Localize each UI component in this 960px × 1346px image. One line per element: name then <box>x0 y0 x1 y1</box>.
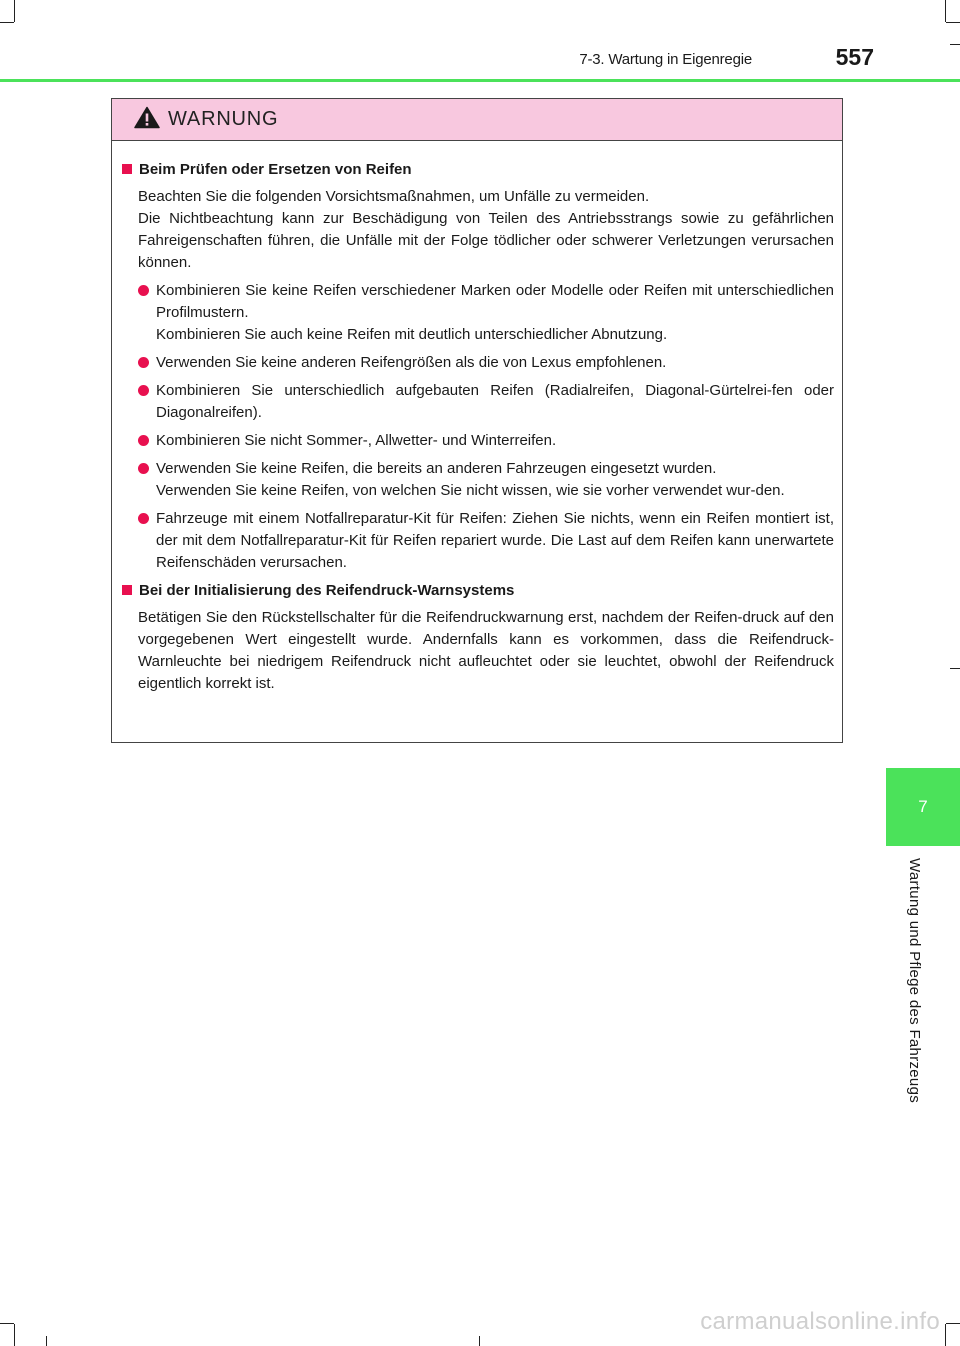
intro-line: Die Nichtbeachtung kann zur Beschädigung von Teilen des Antriebsstrangs sowie zu gefährlichen Fahreigenschaften führen, die Unfälle mit der Folge tödlicher oder schwerer Verletzungen verursachen können. <box>138 210 834 271</box>
warning-body <box>112 141 842 695</box>
crop-mark <box>950 668 960 669</box>
crop-mark <box>946 1323 960 1324</box>
section-heading: Beim Prüfen oder Ersetzen von Reifen <box>122 159 834 181</box>
round-bullet-icon <box>138 435 149 446</box>
watermark: carmanualsonline.info <box>700 1308 940 1335</box>
intro-line: Betätigen Sie den Rückstellschalter für die Reifendruckwarnung erst, nachdem der Reifen-druck auf den vorgegebenen Wert eingestellt wurde. Andernfalls kann es vorkommen, dass die Reifendruck-Warnleuchte bei niedrigem Reifendruck nicht aufleuchtet oder sie leuchtet, obwohl der Reifendruck eigentlich korrekt ist. <box>138 609 834 692</box>
list-item: Kombinieren Sie unterschiedlich aufgebauten Reifen (Radialreifen, Diagonal-Gürtelrei-fen oder Diagonalreifen). <box>122 380 834 424</box>
crop-mark <box>14 0 15 22</box>
crop-mark <box>945 0 946 22</box>
section-intro <box>122 186 834 274</box>
header-section-title: 7-3. Wartung in Eigenregie <box>579 51 752 68</box>
round-bullet-icon <box>138 513 149 524</box>
header-rule <box>0 79 960 82</box>
crop-mark <box>945 1324 946 1346</box>
crop-mark <box>46 1336 47 1346</box>
list-item: Verwenden Sie keine Reifen, die bereits an anderen Fahrzeugen eingesetzt wurden. Verwenden Sie keine Reifen, von welchen Sie nicht wissen, wie sie vorher verwendet wur-den. <box>122 458 834 502</box>
round-bullet-icon <box>138 463 149 474</box>
warning-box <box>111 98 843 743</box>
intro-line: Beachten Sie die folgenden Vorsichtsmaßnahmen, um Unfälle zu vermeiden. <box>138 188 650 205</box>
crop-mark <box>14 1324 15 1346</box>
warning-triangle-icon <box>134 106 160 134</box>
list-item: Kombinieren Sie keine Reifen verschiedener Marken oder Modelle oder Reifen mit unterschiedlichen Profilmustern. Kombinieren Sie auch keine Reifen mit deutlich unterschiedlicher Abnutzung. <box>122 280 834 346</box>
warning-header <box>112 99 842 141</box>
crop-mark <box>0 22 14 23</box>
section-heading: Bei der Initialisierung des Reifendruck-Warnsystems <box>122 580 834 602</box>
list-item: Fahrzeuge mit einem Notfallreparatur-Kit für Reifen: Ziehen Sie nichts, wenn ein Reifen montiert ist, der mit dem Notfallreparatur-Kit für Reifen repariert wurde. Die Last auf dem Reifen kann unerwartete Reifenschäden verursachen. <box>122 508 834 574</box>
warning-section <box>122 159 834 574</box>
round-bullet-icon <box>138 357 149 368</box>
round-bullet-icon <box>138 385 149 396</box>
crop-mark <box>946 22 960 23</box>
crop-mark <box>479 1336 480 1346</box>
list-item: Kombinieren Sie nicht Sommer-, Allwetter- und Winterreifen. <box>122 430 834 452</box>
crop-mark <box>950 44 960 45</box>
square-bullet-icon <box>122 585 132 595</box>
chapter-number: 7 <box>918 797 928 816</box>
crop-mark <box>0 1323 14 1324</box>
warning-section <box>122 580 834 695</box>
page-number: 557 <box>835 44 874 70</box>
list-item: Verwenden Sie keine anderen Reifengrößen als die von Lexus empfohlenen. <box>122 352 834 374</box>
chapter-tab <box>886 768 960 846</box>
section-intro <box>122 607 834 695</box>
square-bullet-icon <box>122 164 132 174</box>
warning-label: WARNUNG <box>168 108 279 130</box>
round-bullet-icon <box>138 285 149 296</box>
chapter-title: Wartung und Pflege des Fahrzeugs <box>906 858 923 1104</box>
